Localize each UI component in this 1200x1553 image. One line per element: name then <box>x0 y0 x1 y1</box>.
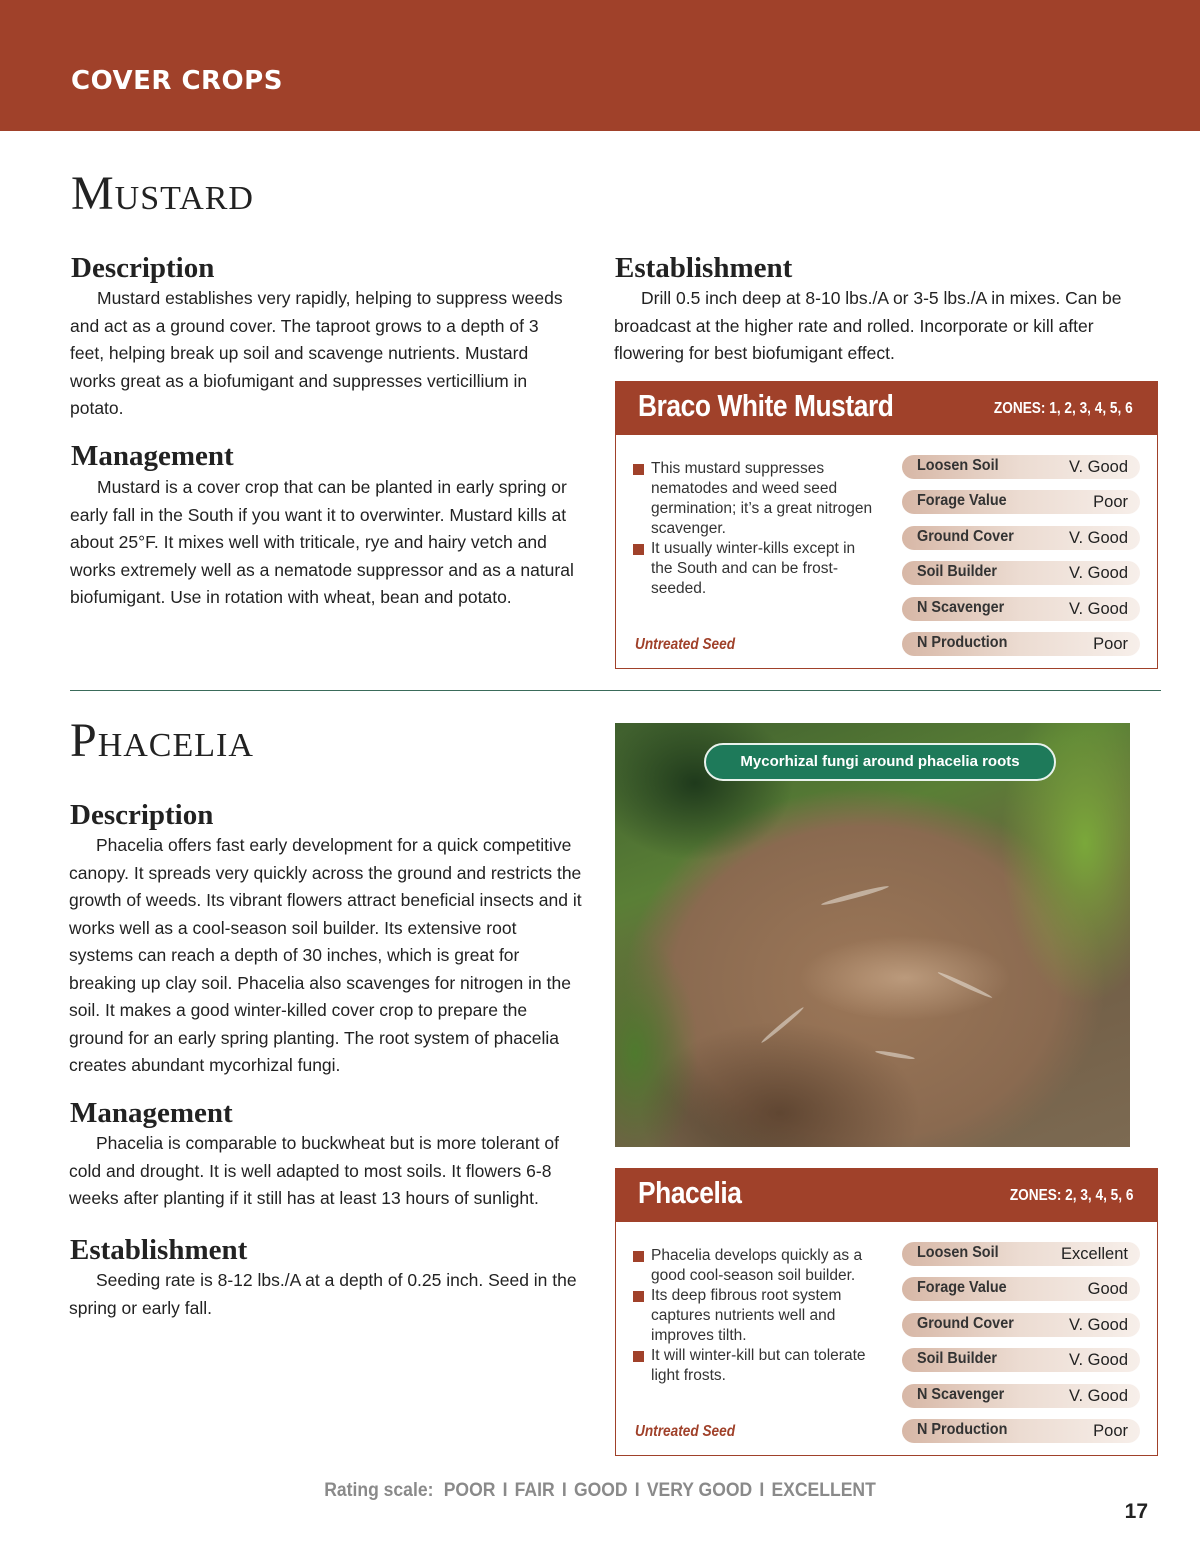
separator: I <box>561 1479 567 1501</box>
ratings-list <box>902 1242 1140 1454</box>
product-name: Phacelia <box>638 1175 742 1210</box>
ratings-list <box>902 455 1140 667</box>
rating-label: Soil Builder <box>917 563 998 581</box>
rating-row <box>902 1313 1140 1337</box>
product-bullets <box>633 1246 878 1386</box>
rating-label: Loosen Soil <box>917 1244 999 1261</box>
list-item: It usually winter-kills except in the South and can be frost-seeded. <box>633 539 878 599</box>
rating-scale-item: FAIR <box>514 1479 555 1501</box>
mustard-management-heading: Management <box>71 440 234 472</box>
phacelia-product-box <box>615 1168 1158 1456</box>
product-name: Braco White Mustard <box>638 388 894 423</box>
phacelia-title: Phacelia <box>70 714 254 767</box>
rating-scale-label: Rating scale: <box>324 1479 434 1501</box>
phacelia-description-text: Phacelia offers fast early development for a quick competitive canopy. It spreads very quickly across the ground and restricts the growth of weeds. Its vibrant flowers attract beneficial insects and it works well as a cool-season soil builder. Its extensive root systems can reach a depth of 30 inches, which is great for breaking up clay soil. Phacelia also scavenges for nitrogen in the soil. It makes a good winter-killed cover crop to prepare the ground for an early spring planting. The root system of phacelia creates abundant mycorhizal fungi. <box>69 835 582 1075</box>
list-item: Phacelia develops quickly as a good cool-season soil builder. <box>633 1246 878 1286</box>
rating-label: Ground Cover <box>917 527 1014 545</box>
rating-row <box>902 1348 1140 1372</box>
rating-row <box>902 455 1140 479</box>
separator: I <box>502 1479 508 1501</box>
photo-caption: Mycorhizal fungi around phacelia roots <box>704 743 1056 781</box>
product-header <box>616 382 1157 435</box>
root-strand <box>821 884 890 907</box>
rating-scale-item: VERY GOOD <box>646 1479 753 1501</box>
rating-value: Poor <box>1093 1421 1128 1440</box>
list-item: Its deep fibrous root system captures nutrients well and improves tilth. <box>633 1286 878 1346</box>
phacelia-management-text: Phacelia is comparable to buckwheat but is more tolerant of cold and drought. It is well adapted to most soils. It flowers 6-8 weeks after planting if it still has at least 13 hours of sunlight. <box>69 1133 560 1208</box>
phacelia-roots-photo <box>615 723 1130 1147</box>
product-bullets <box>633 459 878 599</box>
rating-label: Loosen Soil <box>917 457 999 474</box>
rating-scale-item: POOR <box>443 1479 496 1501</box>
root-strand <box>760 1006 805 1044</box>
header-band <box>0 0 1200 131</box>
rating-label: N Production <box>917 633 1008 651</box>
product-zones: ZONES: 2, 3, 4, 5, 6 <box>1009 1187 1133 1204</box>
mustard-product-box <box>615 381 1158 669</box>
root-strand <box>875 1050 915 1061</box>
rating-value: Poor <box>1093 493 1128 512</box>
rating-label: Forage Value <box>917 1279 1007 1297</box>
seed-note: Untreated Seed <box>635 636 736 653</box>
rating-value: V. Good <box>1068 1386 1128 1405</box>
section-title: COVER CROPS <box>71 66 283 96</box>
seed-note: Untreated Seed <box>635 1423 736 1440</box>
rating-row <box>902 1384 1140 1408</box>
rating-label: Ground Cover <box>917 1314 1014 1332</box>
rating-value: V. Good <box>1068 528 1128 547</box>
rating-value: V. Good <box>1068 564 1128 583</box>
separator: I <box>634 1479 640 1501</box>
root-strand <box>937 971 993 1000</box>
rating-row <box>902 1419 1140 1443</box>
rating-scale-item: EXCELLENT <box>771 1479 876 1501</box>
rating-value: V. Good <box>1068 599 1128 618</box>
rating-value: V. Good <box>1068 458 1128 476</box>
rating-label: Forage Value <box>917 492 1007 510</box>
mustard-management-text: Mustard is a cover crop that can be planted in early spring or early fall in the South if you want it to overwinter. Mustard kills at about 25°F. It mixes well with triticale, rye and hairy vetch and works extremely well as a nematode suppressor and as a natural biofumigant. Use in rotation with wheat, bean and potato. <box>70 477 574 607</box>
phacelia-establishment-text: Seeding rate is 8-12 lbs./A at a depth of 0.25 inch. Seed in the spring or early fall. <box>69 1270 577 1318</box>
mustard-description-heading: Description <box>71 252 215 284</box>
section-divider <box>70 690 1161 691</box>
rating-row <box>902 526 1140 550</box>
rating-label: N Production <box>917 1420 1008 1438</box>
rating-scale-item: GOOD <box>573 1479 628 1501</box>
list-item: This mustard suppresses nematodes and weed seed germination; it’s a great nitrogen scavenger. <box>633 459 878 539</box>
rating-label: N Scavenger <box>917 598 1005 616</box>
mustard-establishment-heading: Establishment <box>615 252 793 284</box>
rating-label: N Scavenger <box>917 1385 1005 1403</box>
phacelia-establishment-heading: Establishment <box>70 1234 248 1266</box>
rating-value: Good <box>1087 1280 1128 1299</box>
rating-value: Poor <box>1093 634 1128 653</box>
phacelia-description-heading: Description <box>70 799 214 831</box>
phacelia-management-heading: Management <box>70 1097 233 1129</box>
rating-row <box>902 1277 1140 1301</box>
rating-row <box>902 561 1140 585</box>
product-header <box>616 1169 1157 1222</box>
rating-value: Excellent <box>1061 1245 1128 1263</box>
separator: I <box>759 1479 765 1501</box>
rating-value: V. Good <box>1068 1351 1128 1370</box>
rating-row <box>902 490 1140 514</box>
list-item: It will winter-kill but can tolerate light frosts. <box>633 1346 878 1386</box>
rating-row <box>902 1242 1140 1266</box>
rating-value: V. Good <box>1068 1315 1128 1334</box>
page-number: 17 <box>1124 1500 1148 1523</box>
mustard-description-text: Mustard establishes very rapidly, helping to suppress weeds and act as a ground cover. The taproot grows to a depth of 3 feet, helping break up soil and scavenge nutrients. Mustard works great as a biofumigant and suppresses verticillium in potato. <box>70 288 563 418</box>
rating-label: Soil Builder <box>917 1350 998 1368</box>
mustard-title: Mustard <box>71 167 254 220</box>
mustard-establishment-text: Drill 0.5 inch deep at 8-10 lbs./A or 3-5 lbs./A in mixes. Can be broadcast at the higher rate and rolled. Incorporate or kill after flowering for best biofumigant effect. <box>614 288 1122 363</box>
product-zones: ZONES: 1, 2, 3, 4, 5, 6 <box>994 400 1133 417</box>
rating-scale <box>60 1479 1140 1502</box>
rating-row <box>902 632 1140 656</box>
rating-row <box>902 597 1140 621</box>
